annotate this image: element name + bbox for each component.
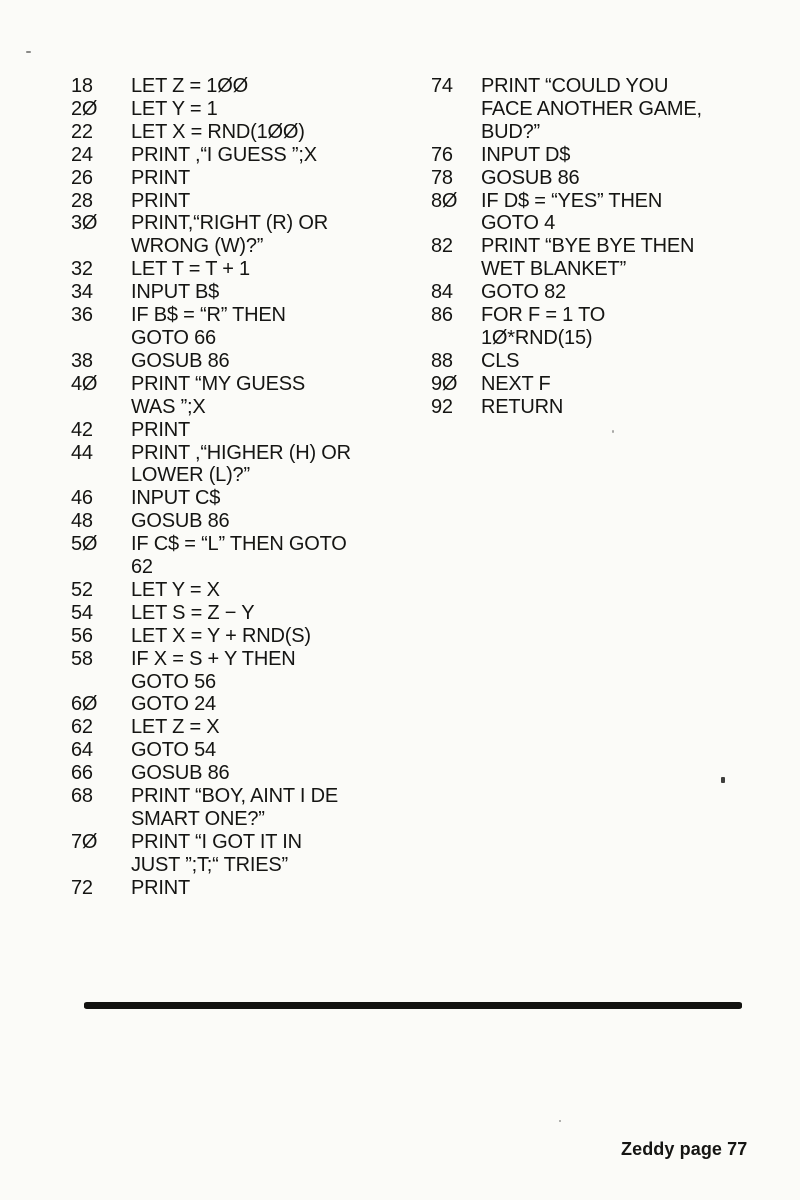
- code-text: JUST ”;T;“ TRIES”: [131, 853, 288, 876]
- line-code: [131, 167, 421, 190]
- line-code: [131, 831, 421, 877]
- code-text: PRINT: [131, 189, 191, 212]
- code-text: LET S = Z − Y: [131, 601, 255, 624]
- code-text: INPUT B$: [131, 281, 220, 304]
- line-number: 22: [71, 120, 93, 143]
- line-code: [131, 281, 421, 304]
- code-text: LET T = T + 1: [131, 258, 250, 281]
- line-number: 92: [431, 395, 453, 418]
- line-code: [131, 442, 421, 488]
- code-line: [71, 75, 421, 98]
- line-number: 34: [71, 281, 93, 304]
- line-number: 56: [71, 624, 93, 647]
- line-number: 86: [431, 304, 453, 327]
- code-text: FOR F = 1 TO: [481, 304, 606, 327]
- page-footer: Zeddy page 77: [621, 1139, 748, 1159]
- code-text: WET BLANKET”: [481, 258, 627, 281]
- scan-speck: [612, 430, 614, 433]
- line-code: [481, 281, 781, 304]
- line-number: 2Ø: [71, 97, 98, 120]
- divider-rule: [84, 1002, 742, 1009]
- code-text: GOTO 24: [131, 693, 216, 716]
- line-code: [131, 762, 421, 785]
- code-column-right: [431, 75, 781, 419]
- line-number: 66: [71, 762, 93, 785]
- line-number: 68: [71, 785, 93, 808]
- line-code: [131, 579, 421, 602]
- code-text: LET Y = X: [131, 578, 220, 601]
- code-text: IF X = S + Y THEN: [131, 647, 296, 670]
- code-text: IF C$ = “L” THEN GOTO: [131, 533, 347, 556]
- code-text: RETURN: [481, 395, 564, 418]
- code-line: [71, 739, 421, 762]
- line-number: 58: [71, 647, 93, 670]
- code-column-left: [71, 75, 421, 900]
- code-text: PRINT “I GOT IT IN: [131, 830, 302, 853]
- code-text: FACE ANOTHER GAME,: [481, 97, 702, 120]
- code-line: [71, 693, 421, 716]
- code-line: [71, 533, 421, 579]
- line-number: 42: [71, 418, 93, 441]
- line-code: [131, 212, 421, 258]
- code-text: LET Y = 1: [131, 97, 218, 120]
- code-text: 62: [131, 556, 153, 579]
- line-number: 26: [71, 166, 93, 189]
- line-number: 32: [71, 258, 93, 281]
- line-code: [131, 373, 421, 419]
- code-text: LET X = Y + RND(S): [131, 624, 311, 647]
- code-line: [431, 350, 781, 373]
- code-text: GOSUB 86: [131, 510, 230, 533]
- line-number: 7Ø: [71, 830, 98, 853]
- line-number: 8Ø: [431, 189, 458, 212]
- line-number: 72: [71, 876, 93, 899]
- code-line: [71, 877, 421, 900]
- line-number: 36: [71, 304, 93, 327]
- code-line: [431, 304, 781, 350]
- code-text: GOTO 54: [131, 739, 216, 762]
- line-code: [481, 304, 781, 350]
- line-number: 54: [71, 601, 93, 624]
- code-text: GOSUB 86: [481, 166, 580, 189]
- line-code: [481, 235, 781, 281]
- line-number: 64: [71, 739, 93, 762]
- code-text: 1Ø*RND(15): [481, 326, 593, 349]
- line-code: [131, 625, 421, 648]
- code-text: GOTO 56: [131, 670, 216, 693]
- code-line: [71, 373, 421, 419]
- line-number: 82: [431, 235, 453, 258]
- code-text: PRINT,“RIGHT (R) OR: [131, 212, 328, 235]
- code-text: BUD?”: [481, 120, 541, 143]
- line-number: 46: [71, 487, 93, 510]
- code-text: GOTO 4: [481, 212, 556, 235]
- code-text: GOTO 82: [481, 281, 566, 304]
- line-code: [131, 693, 421, 716]
- code-text: NEXT F: [481, 372, 551, 395]
- code-line: [71, 419, 421, 442]
- line-code: [131, 785, 421, 831]
- line-code: [131, 510, 421, 533]
- line-code: [481, 190, 781, 236]
- line-number: 4Ø: [71, 372, 98, 395]
- line-number: 48: [71, 510, 93, 533]
- line-number: 52: [71, 578, 93, 601]
- code-text: GOTO 66: [131, 326, 216, 349]
- line-number: 38: [71, 349, 93, 372]
- code-text: IF B$ = “R” THEN: [131, 304, 286, 327]
- code-line: [71, 190, 421, 213]
- line-code: [131, 190, 421, 213]
- scan-speck: [559, 1120, 561, 1122]
- code-text: LET Z = X: [131, 716, 220, 739]
- code-line: [71, 304, 421, 350]
- line-number: 44: [71, 441, 93, 464]
- code-text: LOWER (L)?”: [131, 464, 250, 487]
- line-code: [131, 304, 421, 350]
- line-code: [131, 144, 421, 167]
- code-line: [71, 167, 421, 190]
- code-line: [71, 762, 421, 785]
- scan-speck: [721, 777, 725, 783]
- line-code: [131, 648, 421, 694]
- line-number: 78: [431, 166, 453, 189]
- code-line: [71, 442, 421, 488]
- line-code: [131, 75, 421, 98]
- code-text: SMART ONE?”: [131, 808, 265, 830]
- code-text: CLS: [481, 349, 520, 372]
- code-line: [431, 75, 781, 144]
- line-code: [131, 487, 421, 510]
- code-line: [71, 785, 421, 831]
- code-text: PRINT: [131, 876, 191, 899]
- line-number: 18: [71, 75, 93, 97]
- line-number: 74: [431, 75, 453, 97]
- code-line: [71, 212, 421, 258]
- code-text: INPUT D$: [481, 143, 571, 166]
- line-code: [131, 258, 421, 281]
- code-line: [71, 831, 421, 877]
- line-number: 9Ø: [431, 372, 458, 395]
- scan-speck: [26, 51, 31, 53]
- line-code: [481, 373, 781, 396]
- code-line: [431, 144, 781, 167]
- code-line: [71, 487, 421, 510]
- code-text: IF D$ = “YES” THEN: [481, 189, 663, 212]
- code-line: [71, 281, 421, 304]
- code-text: GOSUB 86: [131, 762, 230, 785]
- code-text: PRINT ,“I GUESS ”;X: [131, 143, 317, 166]
- line-number: 84: [431, 281, 453, 304]
- code-line: [71, 98, 421, 121]
- code-line: [431, 190, 781, 236]
- line-code: [131, 419, 421, 442]
- code-line: [71, 648, 421, 694]
- code-line: [71, 144, 421, 167]
- line-number: 3Ø: [71, 212, 98, 235]
- code-line: [431, 281, 781, 304]
- code-text: PRINT “MY GUESS: [131, 372, 306, 395]
- code-line: [71, 625, 421, 648]
- code-text: PRINT: [131, 166, 191, 189]
- code-text: WRONG (W)?”: [131, 235, 264, 258]
- line-code: [481, 396, 781, 419]
- line-number: 28: [71, 189, 93, 212]
- code-line: [71, 121, 421, 144]
- line-code: [131, 739, 421, 762]
- line-code: [131, 533, 421, 579]
- code-text: PRINT “BYE BYE THEN: [481, 235, 695, 258]
- code-text: PRINT “COULD YOU: [481, 75, 669, 97]
- line-code: [481, 167, 781, 190]
- code-line: [71, 716, 421, 739]
- line-code: [131, 121, 421, 144]
- code-line: [71, 579, 421, 602]
- code-line: [431, 235, 781, 281]
- line-number: 88: [431, 349, 453, 372]
- code-text: LET Z = 1ØØ: [131, 75, 248, 97]
- line-code: [131, 877, 421, 900]
- line-number: 5Ø: [71, 533, 98, 556]
- line-number: 24: [71, 143, 93, 166]
- code-line: [431, 167, 781, 190]
- code-line: [71, 510, 421, 533]
- code-text: PRINT ,“HIGHER (H) OR: [131, 441, 351, 464]
- code-text: PRINT “BOY, AINT I DE: [131, 785, 338, 808]
- line-code: [131, 350, 421, 373]
- line-code: [131, 602, 421, 625]
- code-line: [71, 602, 421, 625]
- code-text: LET X = RND(1ØØ): [131, 120, 305, 143]
- code-line: [431, 373, 781, 396]
- code-text: INPUT C$: [131, 487, 221, 510]
- line-number: 6Ø: [71, 693, 98, 716]
- line-code: [481, 350, 781, 373]
- code-line: [71, 350, 421, 373]
- line-number: 76: [431, 143, 453, 166]
- code-text: WAS ”;X: [131, 395, 206, 418]
- code-text: PRINT: [131, 418, 191, 441]
- code-text: GOSUB 86: [131, 349, 230, 372]
- line-code: [131, 98, 421, 121]
- line-code: [131, 716, 421, 739]
- code-line: [431, 396, 781, 419]
- line-number: 62: [71, 716, 93, 739]
- code-line: [71, 258, 421, 281]
- line-code: [481, 75, 781, 144]
- line-code: [481, 144, 781, 167]
